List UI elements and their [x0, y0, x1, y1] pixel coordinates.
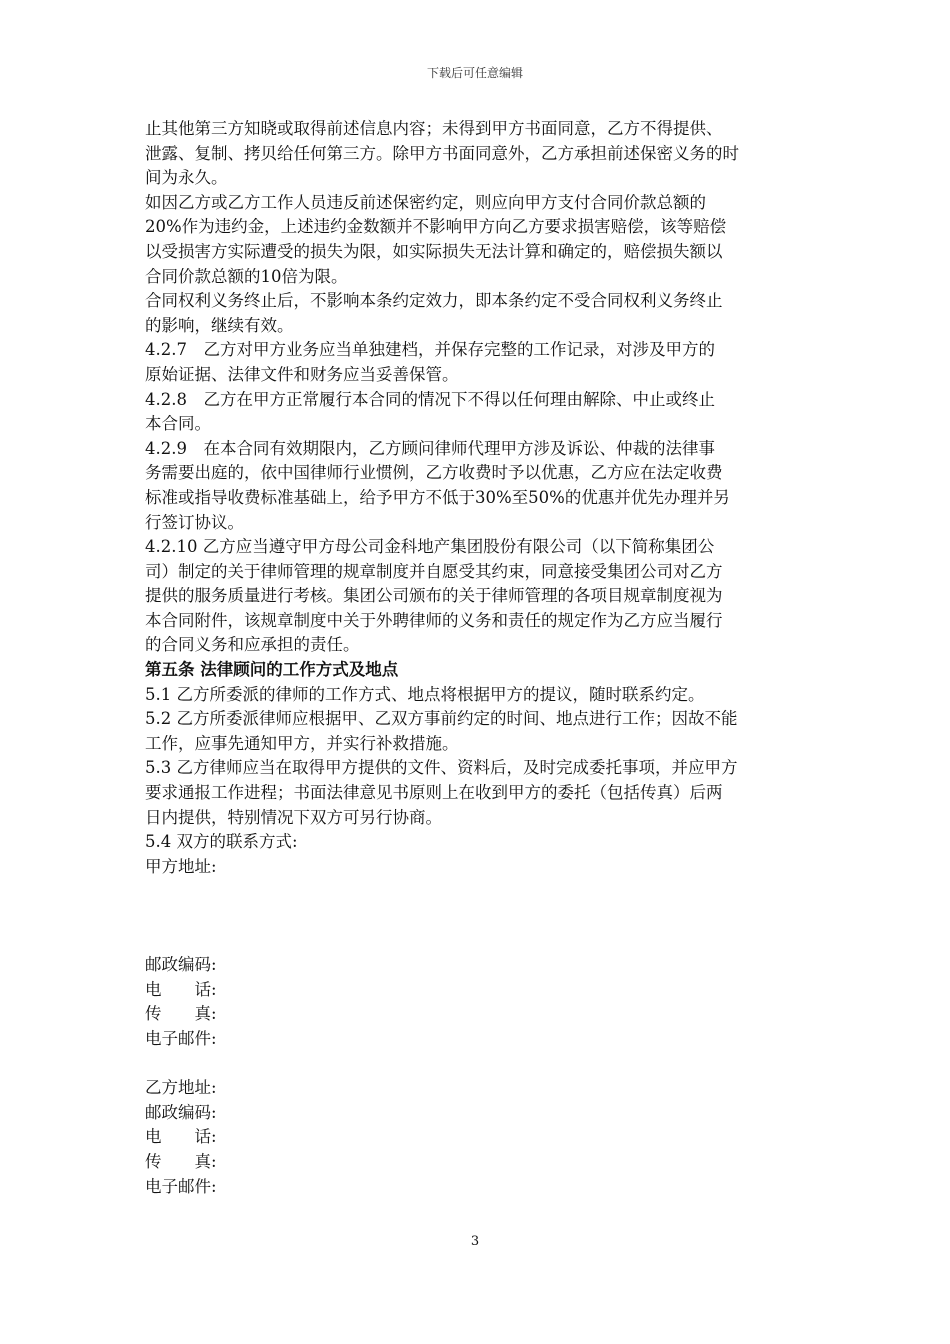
- text-line: 本合同。: [145, 414, 211, 434]
- text-line: 的影响，继续有效。: [145, 315, 294, 335]
- text-line: 日内提供，特别情况下双方可另行协商。: [145, 807, 442, 827]
- text-line: 5.2 乙方所委派律师应根据甲、乙双方事前约定的时间、地点进行工作；因故不能: [145, 709, 738, 729]
- blank-space: [145, 879, 810, 953]
- text-line: 原始证据、法律文件和财务应当妥善保管。: [145, 364, 459, 384]
- text-line: 工作，应事先通知甲方，并实行补救措施。: [145, 733, 459, 753]
- contract-paragraphs: [145, 117, 810, 658]
- party-a-fax-label: 传 真:: [145, 1004, 217, 1024]
- text-line: 4.2.9 在本合同有效期限内，乙方顾问律师代理甲方涉及诉讼、仲裁的法律事: [145, 438, 715, 458]
- text-line: 5.3 乙方律师应当在取得甲方提供的文件、资料后，及时完成委托事项，并应甲方: [145, 758, 738, 778]
- text-line: 标准或指导收费标准基础上，给予甲方不低于30%至50%的优惠并优先办理并另: [145, 487, 730, 507]
- text-line: 务需要出庭的，依中国律师行业惯例，乙方收费时予以优惠，乙方应在法定收费: [145, 463, 723, 483]
- text-line: 合同价款总额的10倍为限。: [145, 266, 348, 286]
- text-line: 要求通报工作进程；书面法律意见书原则上在收到甲方的委托（包括传真）后两: [145, 783, 723, 803]
- text-line: 4.2.7 乙方对甲方业务应当单独建档，并保存完整的工作记录，对涉及甲方的: [145, 340, 715, 360]
- text-line: 本合同附件，该规章制度中关于外聘律师的义务和责任的规定作为乙方应当履行: [145, 610, 723, 630]
- party-a-phone-label: 电 话:: [145, 979, 217, 999]
- party-b-email-label: 电子邮件:: [145, 1176, 217, 1196]
- document-body: [145, 117, 810, 1199]
- party-b-phone-label: 电 话:: [145, 1127, 217, 1147]
- text-line: 提供的服务质量进行考核。集团公司颁布的关于律师管理的各项目规章制度视为: [145, 586, 723, 606]
- section-5-clauses: [145, 683, 810, 855]
- party-b-postcode-label: 邮政编码:: [145, 1102, 217, 1122]
- party-b-fax-label: 传 真:: [145, 1151, 217, 1171]
- text-line: 的合同义务和应承担的责任。: [145, 635, 360, 655]
- text-line: 如因乙方或乙方工作人员违反前述保密约定，则应向甲方支付合同价款总额的: [145, 192, 706, 212]
- page-number: 3: [470, 1234, 480, 1249]
- text-line: 司）制定的关于律师管理的规章制度并自愿受其约束，同意接受集团公司对乙方: [145, 561, 723, 581]
- party-a-email-label: 电子邮件:: [145, 1028, 217, 1048]
- text-line: 4.2.8 乙方在甲方正常履行本合同的情况下不得以任何理由解除、中止或终止: [145, 389, 715, 409]
- page-header: 下载后可任意编辑: [426, 66, 523, 80]
- text-line: 5.1 乙方所委派的律师的工作方式、地点将根据甲方的提议，随时联系约定。: [145, 684, 705, 704]
- party-a-postcode-label: 邮政编码:: [145, 955, 217, 975]
- section-title: 第五条 法律顾问的工作方式及地点: [145, 660, 399, 680]
- blank-space: [145, 1052, 810, 1077]
- text-line: 止其他第三方知晓或取得前述信息内容；未得到甲方书面同意，乙方不得提供、: [145, 119, 723, 138]
- text-line: 合同权利义务终止后，不影响本条约定效力，即本条约定不受合同权利义务终止: [145, 291, 723, 311]
- text-line: 以受损害方实际遭受的损失为限，如实际损失无法计算和确定的，赔偿损失额以: [145, 241, 723, 261]
- text-line: 4.2.10 乙方应当遵守甲方母公司金科地产集团股份有限公司（以下简称集团公: [145, 537, 715, 557]
- text-line: 行签订协议。: [145, 512, 244, 532]
- text-line: 间为永久。: [145, 168, 228, 188]
- party-b-address-label: 乙方地址:: [145, 1078, 217, 1098]
- party-a-address-label: 甲方地址:: [145, 856, 217, 876]
- text-line: 20%作为违约金，上述违约金数额并不影响甲方向乙方要求损害赔偿，该等赔偿: [145, 217, 727, 237]
- text-line: 泄露、复制、拷贝给任何第三方。除甲方书面同意外，乙方承担前述保密义务的时: [145, 143, 739, 163]
- text-line: 5.4 双方的联系方式:: [145, 832, 298, 852]
